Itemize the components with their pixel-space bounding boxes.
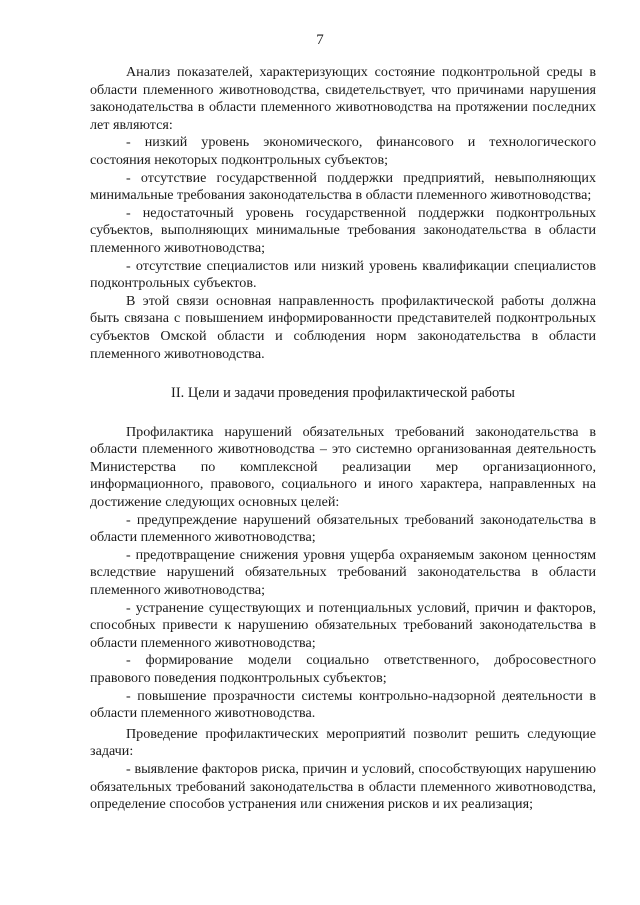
cause-item: - низкий уровень экономического, финансового и технологического состояния некоторых подконтрольных субъектов; bbox=[90, 134, 596, 168]
cause-item: - отсутствие специалистов или низкий уровень квалификации специалистов подконтрольных субъектов. bbox=[90, 257, 596, 292]
goal-item: - предотвращение снижения уровня ущерба охраняемым законом ценностям вследствие нарушений обязательных требований законодательства в области племенного животноводства; bbox=[90, 546, 596, 599]
page-number: 7 bbox=[316, 32, 324, 48]
section1-conclusion: В этой связи основная направленность профилактической работы должна быть связана с повышением информированности представителей подконтрольных субъектов Омской области и соблюдения норм законодательства в области племенного животноводства. bbox=[90, 292, 596, 362]
cause-item: - отсутствие государственной поддержки предприятий, невыполняющих минимальные требования законодательства в области племенного животноводства; bbox=[90, 169, 596, 204]
task-item: - выявление факторов риска, причин и условий, способствующих нарушению обязательных требований законодательства в области племенного животноводства, определение способов устранения или снижения рисков и их реализация; bbox=[90, 760, 596, 813]
cause-item: - недостаточный уровень государственной поддержки подконтрольных субъектов, выполняющих минимальные требования законодательства в области племенного животноводства; bbox=[90, 204, 596, 256]
goal-item: - формирование модели социально ответственного, добросовестного правового поведения подконтрольных субъектов; bbox=[90, 652, 596, 686]
section2-heading: II. Цели и задачи проведения профилактической работы bbox=[171, 385, 515, 402]
goal-item: - устранение существующих и потенциальных условий, причин и факторов, способных привести к нарушению обязательных требований законодательства в области племенного животноводства; bbox=[90, 599, 596, 651]
section1-intro: Анализ показателей, характеризующих состояние подконтрольной среды в области племенного животноводства, свидетельствует, что причинами нарушения законодательства в области племенного животноводства на протяжении последних лет являются: bbox=[90, 64, 596, 133]
goal-item: - предупреждение нарушений обязательных требований законодательства в области племенного животноводства; bbox=[90, 511, 596, 546]
section2-intro: Профилактика нарушений обязательных требований законодательства в области племенного животноводства – это системно организованная деятельность Министерства по комплексной реализации мер организационного, информационного, правового, социального и иного характера, направленных на достижение следующих основных целей: bbox=[90, 423, 596, 511]
document-body bbox=[90, 64, 596, 814]
tasks-intro: Проведение профилактических мероприятий позволит решить следующие задачи: bbox=[90, 725, 596, 760]
goal-item: - повышение прозрачности системы контрольно-надзорной деятельности в области племенного животноводства. bbox=[90, 687, 596, 722]
